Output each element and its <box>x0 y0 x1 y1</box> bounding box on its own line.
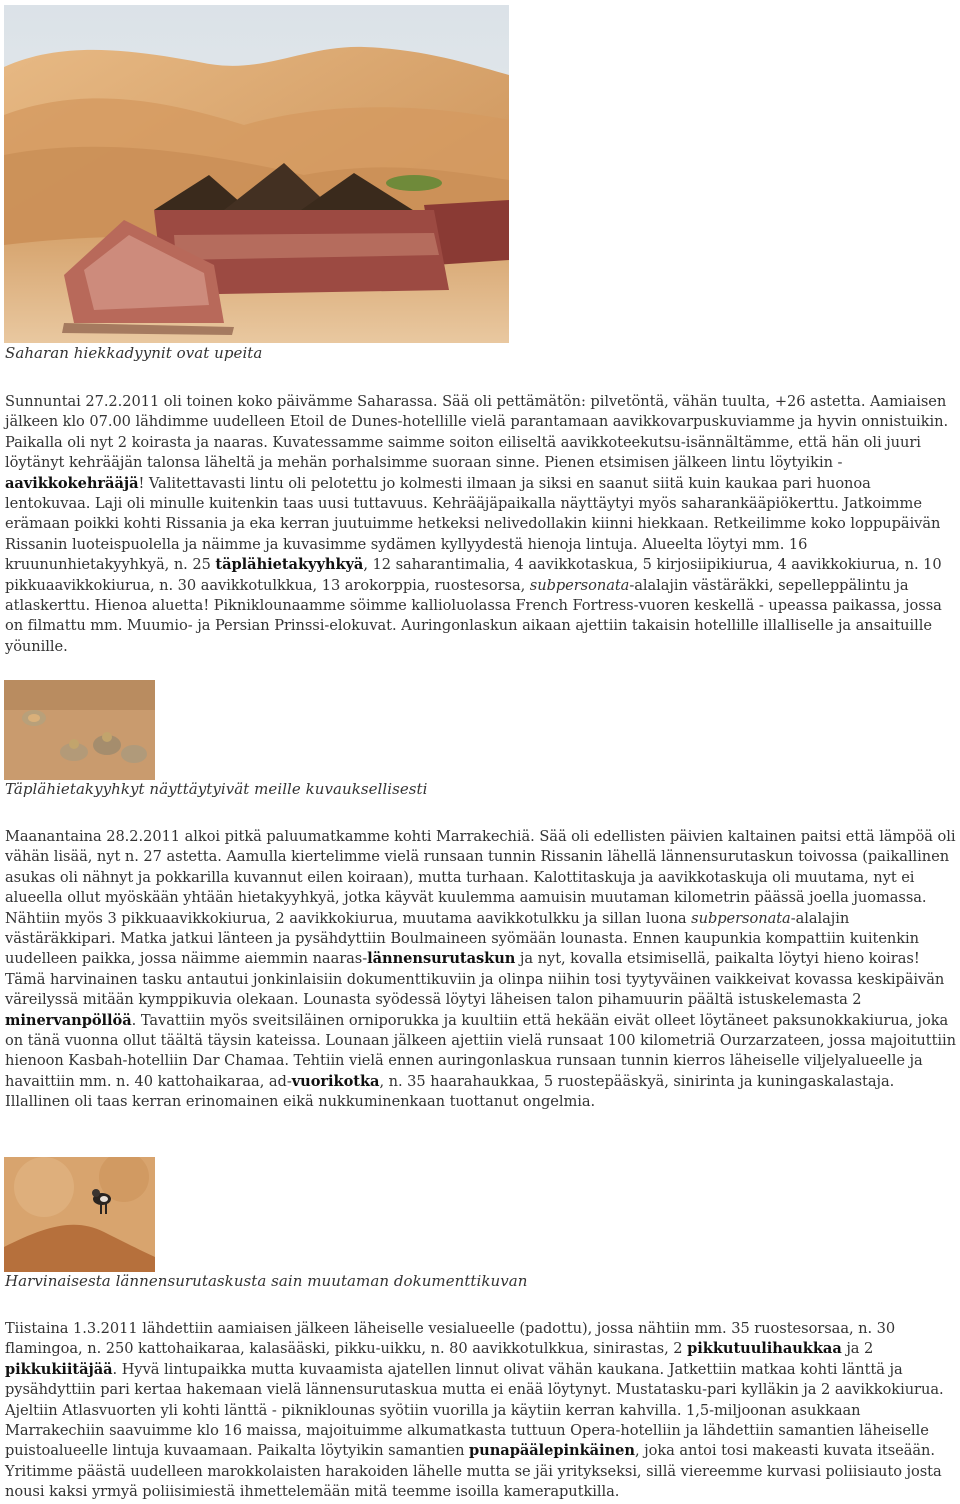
bird-species-highlight: vuorikotka <box>291 1072 380 1090</box>
paragraph-text: , joka antoi tosi makeasti kuvata itseään. Yritimme päästä uudelleen marokkolaisten harakoiden lähelle mutta se jäi yritykseksi, sillä viereemme kurvasi poliisiauto josta nousi kaksi yrmyä poliisimiestä ihmettelemään mitä teemme isoilla kameraputkilla. <box>5 1442 942 1501</box>
subspecies-name: subpersonata <box>691 909 791 927</box>
paragraph-text: Sunnuntai 27.2.2011 oli toinen koko päivämme Saharassa. Sää oli pettämätön: pilvetöntä, vähän tuulta, +26 astetta. Aamiaisen jälkeen klo 07.00 lähdimme uudelleen Etoil de Dunes-hotellille vielä parantamaan aavikkovarpuskuviamme ja hyvin onnistuikin. Paikalla oli nyt 2 koirasta ja naaras. Kuvatessamme saimme soiton eiliseltä aavikkoteekutsu-isännältämme, että hän oli juuri löytänyt kehrääjän talonsa läheltä ja mehän porhalsimme suoraan sinne. Pienen etsimisen jälkeen lintu löytyikin - <box>5 393 949 472</box>
subspecies-name: subpersonata <box>529 576 630 594</box>
bird-species-highlight: pikkukiitäjää <box>5 1360 113 1378</box>
paragraph-text: . Tavattiin myös sveitsiläinen orniporukka ja kuultiin että hekään eivät olleet löytäneet paksunokkakiurua, joka on tänä vuonna ollut täältä täysin kateissa. Lounaan jälkeen ajettiin vielä runsaat 100 kilometriä Ourzarzateen, jossa majoituttiin hienoon Kasbah-hotelliin Dar Chamaa. Tehtiin vielä ennen auringonlaskua runsaan tunnin kierros läheiselle viljelyalueelle ja havaittiin mm. n. 40 kattohaikaraa, ad- <box>5 1011 956 1090</box>
sandgrouse-photo <box>4 680 155 780</box>
bird-species-highlight: minervanpöllöä <box>5 1011 132 1029</box>
bird-species-highlight: punapäälepinkäinen <box>469 1442 635 1460</box>
bird-species-highlight: pikkutuulihaukkaa <box>687 1340 842 1358</box>
bird-species-highlight: täplähietakyyhkyä <box>215 556 364 574</box>
bird-species-highlight: lännensurutaskun <box>367 950 516 968</box>
paragraph-text: -alalajin västäräkkipari. Matka jatkui länteen ja pysähdyttiin Boulmaineen syömään lounasta. Ennen kaupunkia kompattiin kuitenkin uudelleen paikka, jossa näimme aiemmin naaras- <box>5 909 920 968</box>
paragraph-text: Maanantaina 28.2.2011 alkoi pitkä paluumatkamme kohti Marrakechiä. Sää oli edellisten päivien kaltainen paitsi että lämpöä oli vähän lisää, nyt n. 27 astetta. Aamulla kiertelimme vielä runsaan tunnin Rissanin lähellä lännensurutaskun toivossa (paikallinen asukas oli nähnyt ja pokkarilla kuvannut eilen koiraan), mutta turhaan. Kalottitaskuja ja aavikkotaskuja oli muutama, nyt ei alueella ollut myöskään yhtään hietakyyhkyä, jotka käyvät kuulemma aamuisin muutaman kilometrin päässä joella juomassa. Nähtiin myös 3 pikkuaavikkokiurua, 2 aavikkokiurua, muutama aavikkotulkku ja sillan luona <box>5 828 956 927</box>
paragraph-text: -alalajin västäräkki, sepelleppälintu ja atlaskerttu. Hienoa aluetta! Pikniklounaamme söimme kallioluolassa French Fortress-vuoren keskellä - upeassa paikassa, jossa on filmattu mm. Muumio- ja Persian Prinssi-elokuvat. Auringonlaskun aikaan ajettiin takaisin hotellille illalliselle ja ansaituille yöunille. <box>5 576 942 655</box>
paragraph-text: Tiistaina 1.3.2011 lähdettiin aamiaisen jälkeen läheiselle vesialueelle (padottu), jossa nähtiin mm. 35 ruostesorsaa, n. 30 flamingoa, n. 250 kattohaikaraa, kalasääski, pikku-uikku, n. 80 aavikkotulkkua, sinirastas, 2 <box>5 1320 896 1358</box>
paragraph-text: , n. 35 haarahaukkaa, 5 ruostepääskyä, sinirinta ja kuningaskalastaja. Illallinen oli taas kerran erinomainen eikä nukkuminenkaan tuottanut ongelmia. <box>5 1072 895 1111</box>
photo-caption: Harvinaisesta lännensurutaskusta sain muutaman dokumenttikuvan <box>5 1272 528 1290</box>
desert-tents-photo <box>4 5 509 343</box>
diary-paragraph <box>5 1319 960 1503</box>
photo-caption: Saharan hiekkadyynit ovat upeita <box>5 344 263 362</box>
photo-caption: Täplähietakyyhkyt näyttäytyivät meille kuvauksellisesti <box>5 780 428 798</box>
paragraph-text: , 12 saharantimalia, 4 aavikkotaskua, 5 kirjosiipikiurua, 4 aavikkokiurua, n. 10 pikkuaavikkokiurua, n. 30 aavikkotulkkua, 13 arokorppia, ruostesorsa, <box>5 556 942 594</box>
paragraph-text: ja 2 <box>841 1340 874 1358</box>
paragraph-text: ja nyt, kovalla etsimisellä, paikalta löytyi hieno koiras! Tämä harvinainen tasku antautui jonkinlaisiin dokumenttikuviin ja olinpa niihin tosi tyytyväinen vaikkeivat kovassa keskipäivän väreilyssä mitään kymppikuvia olekaan. Lounasta syödessä löytyi läheisen talon pihamuurin päältä istuskelemasta 2 <box>5 950 945 1009</box>
paragraph-text: ! Valitettavasti lintu oli pelotettu jo kolmesti ilmaan ja siksi en saanut siitä kuin kaukaa pari huonoa lentokuvaa. Laji oli minulle kuitenkin taas uusi tuttavuus. Kehrääjäpaikalla näyttäytyi myös saharankääpiökerttu. Jatkoimme erämaan poikki kohti Rissania ja eka kerran juutuimme hetkeksi nelivedollakin kiinni hiekkaan. Retkeilimme koko loppupäivän Rissanin luoteispuolella ja näimme ja kuvasimme sydämen kyllyydestä hienoja lintuja. Alueelta löytyi mm. 16 kruununhietakyyhkyä, n. 25 <box>5 474 941 574</box>
wheatear-photo <box>4 1157 155 1272</box>
diary-paragraph <box>5 392 960 657</box>
paragraph-text: . Hyvä lintupaikka mutta kuvaamista ajatellen linnut olivat vähän kaukana. Jatkettiin matkaa kohti länttä ja pysähdyttiin pari kertaa hakemaan vielä lännensurutaskua mutta ei enää löytynyt. Mustatasku-pari kylläkin ja 2 aavikkokiurua. Ajeltiin Atlasvuorten yli kohti länttä - pikniklounas syötiin vuorilla ja käytiin kerran kahvilla. 1,5-miljoonan asukkaan Marrakechiin saavuimme klo 16 maissa, majoituimme alkumatkasta tuttuun Opera-hotelliin ja lähdettiin samantien läheiselle puistoalueelle lintuja kuvaamaan. Paikalta löytyikin samantien <box>5 1360 944 1460</box>
bird-species-highlight: aavikkokehrääjä <box>5 474 139 492</box>
diary-paragraph <box>5 827 960 1113</box>
